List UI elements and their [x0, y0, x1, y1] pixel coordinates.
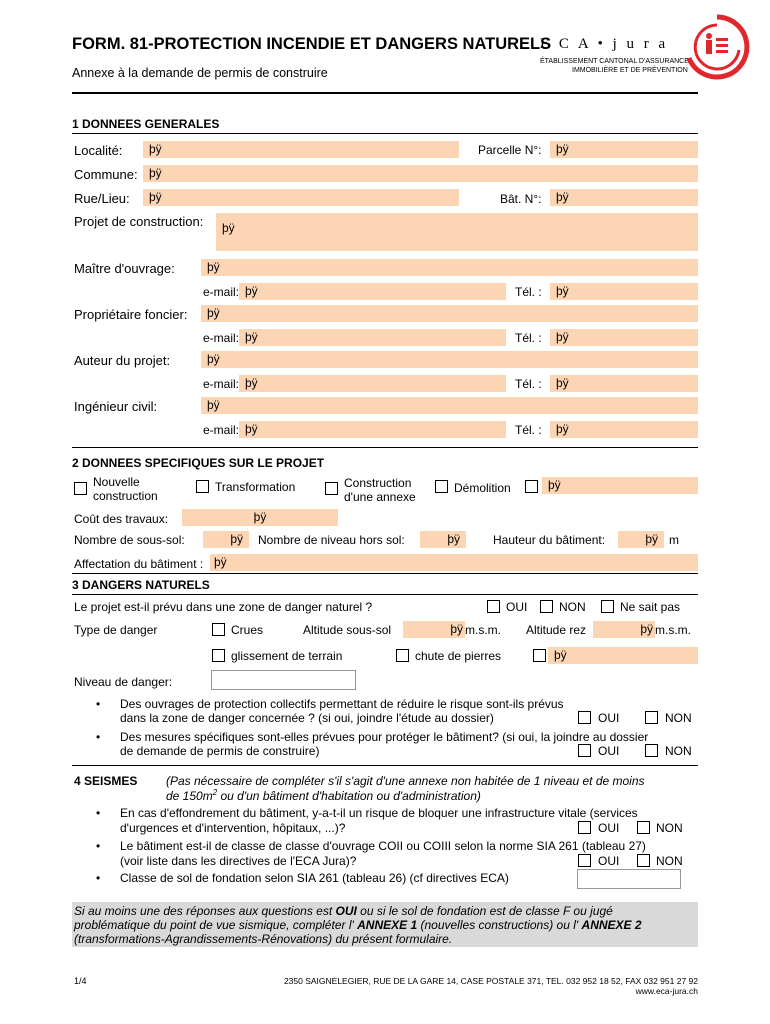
- commune-field[interactable]: þÿ: [143, 165, 698, 182]
- hauteur-unit: m: [669, 533, 679, 547]
- chute-checkbox[interactable]: [396, 649, 409, 662]
- auteur-label: Auteur du projet:: [74, 353, 171, 368]
- sous-sol-label: Nombre de sous-sol:: [74, 533, 185, 547]
- form-title: FORM. 81-PROTECTION INCENDIE ET DANGERS NATURELS: [72, 35, 552, 53]
- zone-question: Le projet est-il prévu dans une zone de danger naturel ?: [74, 600, 373, 614]
- seismes-note-2a: de 150m: [166, 789, 213, 803]
- maitre-email-field[interactable]: þÿ: [239, 283, 506, 300]
- alt-rez-field[interactable]: þÿ: [593, 621, 655, 638]
- seismes-note-2b: ou d'un bâtiment d'habitation ou d'administration): [217, 789, 481, 803]
- transformation-label: Transformation: [215, 480, 296, 494]
- alt-rez-label: Altitude rez: [526, 623, 587, 637]
- crues-checkbox[interactable]: [212, 623, 225, 636]
- note-annexe-1: ANNEXE 1: [357, 918, 418, 932]
- seisme-q3: Classe de sol de fondation selon SIA 261 (tableau 26) (cf directives ECA): [120, 871, 509, 885]
- specifique-oui-checkbox[interactable]: [578, 744, 591, 757]
- collectif-non-checkbox[interactable]: [645, 711, 658, 724]
- annexe-label-1: Construction: [344, 476, 412, 490]
- seismes-note-1: (Pas nécessaire de compléter s'il s'agit d'une annexe non habitée de 1 niveau et de moins: [166, 774, 645, 788]
- affectation-label: Affectation du bâtiment :: [74, 557, 204, 571]
- bullet-2: •: [96, 730, 101, 744]
- annexe-checkbox[interactable]: [325, 482, 338, 495]
- maitre-tel-label: Tél. :: [515, 285, 542, 299]
- note-oui: OUI: [335, 904, 357, 918]
- section-2-top-divider: [72, 447, 698, 448]
- seisme-q2-non-checkbox[interactable]: [637, 854, 650, 867]
- autre-checkbox[interactable]: [525, 480, 538, 493]
- niveau-field[interactable]: [211, 670, 356, 690]
- bullet-4: •: [96, 839, 101, 853]
- collectif-question-2: dans la zone de danger concernée ? (si oui, joindre l'étude au dossier): [120, 711, 494, 725]
- maitre-tel-field[interactable]: þÿ: [550, 283, 698, 300]
- seisme-q2-non-label: NON: [656, 854, 683, 868]
- crues-label: Crues: [231, 623, 264, 637]
- annexe-label-2: d'une annexe: [344, 490, 416, 504]
- seisme-q1-non-checkbox[interactable]: [637, 821, 650, 834]
- proprietaire-label: Propriétaire foncier:: [74, 307, 188, 322]
- bullet-3: •: [96, 806, 101, 820]
- nouvelle-construction-checkbox[interactable]: [74, 482, 87, 495]
- hors-sol-field[interactable]: þÿ: [420, 531, 466, 548]
- rue-label: Rue/Lieu:: [74, 191, 130, 206]
- collectif-non-label: NON: [665, 711, 692, 725]
- auteur-field[interactable]: þÿ: [201, 351, 698, 368]
- note-l1a: Si au moins une des réponses aux questions est: [74, 904, 336, 918]
- projet-field[interactable]: þÿ: [216, 213, 698, 251]
- logo-text: E C A • j u r a: [540, 36, 669, 52]
- zone-non-label: NON: [559, 600, 586, 614]
- nouvelle-label-2: construction: [93, 489, 158, 503]
- page-number: 1/4: [74, 976, 87, 986]
- autre-field[interactable]: þÿ: [542, 477, 698, 494]
- logo-subline-2: IMMOBILIÈRE ET DE PRÉVENTION: [572, 67, 688, 74]
- localite-field[interactable]: þÿ: [143, 141, 459, 158]
- alt-rez-unit: m.s.m.: [655, 623, 691, 637]
- section-1-divider: [72, 133, 698, 134]
- projet-label: Projet de construction:: [74, 214, 204, 229]
- header-divider: [72, 92, 698, 94]
- seisme-q1-non-label: NON: [656, 821, 683, 835]
- classe-sol-field[interactable]: [577, 869, 681, 889]
- section-2-title: 2 DONNEES SPECIFIQUES SUR LE PROJET: [72, 456, 325, 470]
- transformation-checkbox[interactable]: [196, 480, 209, 493]
- specifique-question-1: Des mesures spécifiques sont-elles prévues pour protéger le bâtiment? (si oui, la joindre au dossier: [120, 730, 649, 744]
- seisme-q1-line-2: d'urgences et d'intervention, hôpitaux, ...)?: [120, 821, 346, 835]
- note-l2c: (nouvelles constructions) ou l': [417, 918, 582, 932]
- hors-sol-label: Nombre de niveau hors sol:: [258, 533, 405, 547]
- proprietaire-tel-field[interactable]: þÿ: [550, 329, 698, 346]
- note-l2a: problématique du point de vue sismique, compléter l': [74, 918, 358, 932]
- seisme-q2-line-2: (voir liste dans les directives de l'ECA Jura)?: [120, 854, 357, 868]
- maitre-label: Maître d'ouvrage:: [74, 261, 175, 276]
- proprietaire-tel-label: Tél. :: [515, 331, 542, 345]
- section-4-title: 4 SEISMES: [74, 774, 138, 788]
- section-1-title: 1 DONNEES GENERALES: [72, 117, 220, 131]
- maitre-field[interactable]: þÿ: [201, 259, 698, 276]
- bat-field[interactable]: þÿ: [550, 189, 698, 206]
- ingenieur-email-field[interactable]: þÿ: [239, 421, 506, 438]
- proprietaire-field[interactable]: þÿ: [201, 305, 698, 322]
- cout-label: Coût des travaux:: [74, 512, 169, 526]
- zone-oui-checkbox[interactable]: [487, 600, 500, 613]
- autre-danger-checkbox[interactable]: [533, 649, 546, 662]
- annexe-note-line-3: (transformations-Agrandissements-Rénovations) du présent formulaire.: [74, 932, 453, 946]
- ingenieur-tel-field[interactable]: þÿ: [550, 421, 698, 438]
- localite-label: Localité:: [74, 143, 123, 158]
- note-annexe-2: ANNEXE 2: [581, 918, 642, 932]
- zone-ne-sait-label: Ne sait pas: [620, 600, 681, 614]
- section-3-title: 3 DANGERS NATURELS: [72, 578, 210, 592]
- section-3-top-divider: [72, 573, 698, 574]
- collectif-oui-checkbox[interactable]: [578, 711, 591, 724]
- cout-field[interactable]: þÿ: [182, 509, 338, 526]
- seisme-q1-oui-checkbox[interactable]: [578, 821, 591, 834]
- hauteur-field[interactable]: þÿ: [618, 531, 664, 548]
- seisme-q1-line-1: En cas d'effondrement du bâtiment, y-a-t-il un risque de bloquer une infrastructure vitale (services: [120, 806, 638, 820]
- affectation-field[interactable]: þÿ: [210, 554, 698, 571]
- bullet-1: •: [96, 697, 101, 711]
- sous-sol-field[interactable]: þÿ: [203, 531, 249, 548]
- zone-non-checkbox[interactable]: [540, 600, 553, 613]
- glissement-label: glissement de terrain: [231, 649, 343, 663]
- ingenieur-email-label: e-mail:: [203, 423, 240, 437]
- footer-address: 2350 SAIGNELEGIER, RUE DE LA GARE 14, CASE POSTALE 371, TEL. 032 952 18 52, FAX 032 951 27 92: [283, 976, 698, 986]
- section-4-top-divider: [72, 765, 698, 766]
- bat-label: Bât. N°:: [500, 192, 542, 206]
- annexe-note-line-2: [74, 918, 642, 932]
- seismes-note-2: [166, 788, 481, 803]
- type-danger-label: Type de danger: [74, 623, 158, 637]
- collectif-oui-label: OUI: [598, 711, 620, 725]
- footer-website: www.eca-jura.ch: [635, 986, 698, 996]
- commune-label: Commune:: [74, 167, 138, 182]
- seisme-q2-oui-checkbox[interactable]: [578, 854, 591, 867]
- seisme-q1-oui-label: OUI: [598, 821, 620, 835]
- nouvelle-label-1: Nouvelle: [93, 475, 140, 489]
- zone-oui-label: OUI: [506, 600, 528, 614]
- ingenieur-tel-label: Tél. :: [515, 423, 542, 437]
- ingenieur-label: Ingénieur civil:: [74, 399, 158, 414]
- bullet-5: •: [96, 871, 101, 885]
- glissement-checkbox[interactable]: [212, 649, 225, 662]
- seisme-q2-line-1: Le bâtiment est-il de classe de classe d'ouvrage COII ou COIII selon la norme SIA 261 (tableau 27): [120, 839, 646, 853]
- demolition-checkbox[interactable]: [435, 480, 448, 493]
- zone-ne-sait-checkbox[interactable]: [601, 600, 614, 613]
- proprietaire-email-label: e-mail:: [203, 331, 240, 345]
- niveau-label: Niveau de danger:: [74, 675, 173, 689]
- specifique-non-label: NON: [665, 744, 692, 758]
- logo-subline-1: ÉTABLISSEMENT CANTONAL D'ASSURANCE: [540, 58, 689, 65]
- auteur-email-field[interactable]: þÿ: [239, 375, 506, 392]
- form-subtitle: Annexe à la demande de permis de construire: [72, 66, 328, 80]
- specifique-oui-label: OUI: [598, 744, 620, 758]
- seismes-note-2sup: 2: [212, 788, 218, 797]
- auteur-tel-label: Tél. :: [515, 377, 542, 391]
- ingenieur-field[interactable]: þÿ: [201, 397, 698, 414]
- collectif-question-1: Des ouvrages de protection collectifs permettant de réduire le risque sont-ils prévus: [120, 697, 564, 711]
- hauteur-label: Hauteur du bâtiment:: [493, 533, 606, 547]
- maitre-email-label: e-mail:: [203, 285, 240, 299]
- proprietaire-email-field[interactable]: þÿ: [239, 329, 506, 346]
- annexe-note-line-1: [74, 904, 613, 918]
- specifique-non-checkbox[interactable]: [645, 744, 658, 757]
- parcelle-label: Parcelle N°:: [478, 143, 542, 157]
- auteur-email-label: e-mail:: [203, 377, 240, 391]
- specifique-question-2: de demande de permis de construire): [120, 744, 320, 758]
- rue-field[interactable]: þÿ: [143, 189, 459, 206]
- note-l1c: ou si le sol de fondation est de classe F ou jugé: [356, 904, 613, 918]
- alt-sous-sol-unit: m.s.m.: [465, 623, 501, 637]
- alt-sous-sol-field[interactable]: þÿ: [403, 621, 465, 638]
- eca-emblem-icon: [684, 14, 750, 80]
- section-3-title-divider: [72, 594, 698, 595]
- seisme-q2-oui-label: OUI: [598, 854, 620, 868]
- parcelle-field[interactable]: þÿ: [550, 141, 698, 158]
- demolition-label: Démolition: [454, 481, 511, 495]
- autre-danger-field[interactable]: þÿ: [548, 647, 698, 664]
- eca-jura-logo: [540, 14, 750, 94]
- auteur-tel-field[interactable]: þÿ: [550, 375, 698, 392]
- alt-sous-sol-label: Altitude sous-sol: [303, 623, 392, 637]
- chute-label: chute de pierres: [415, 649, 502, 663]
